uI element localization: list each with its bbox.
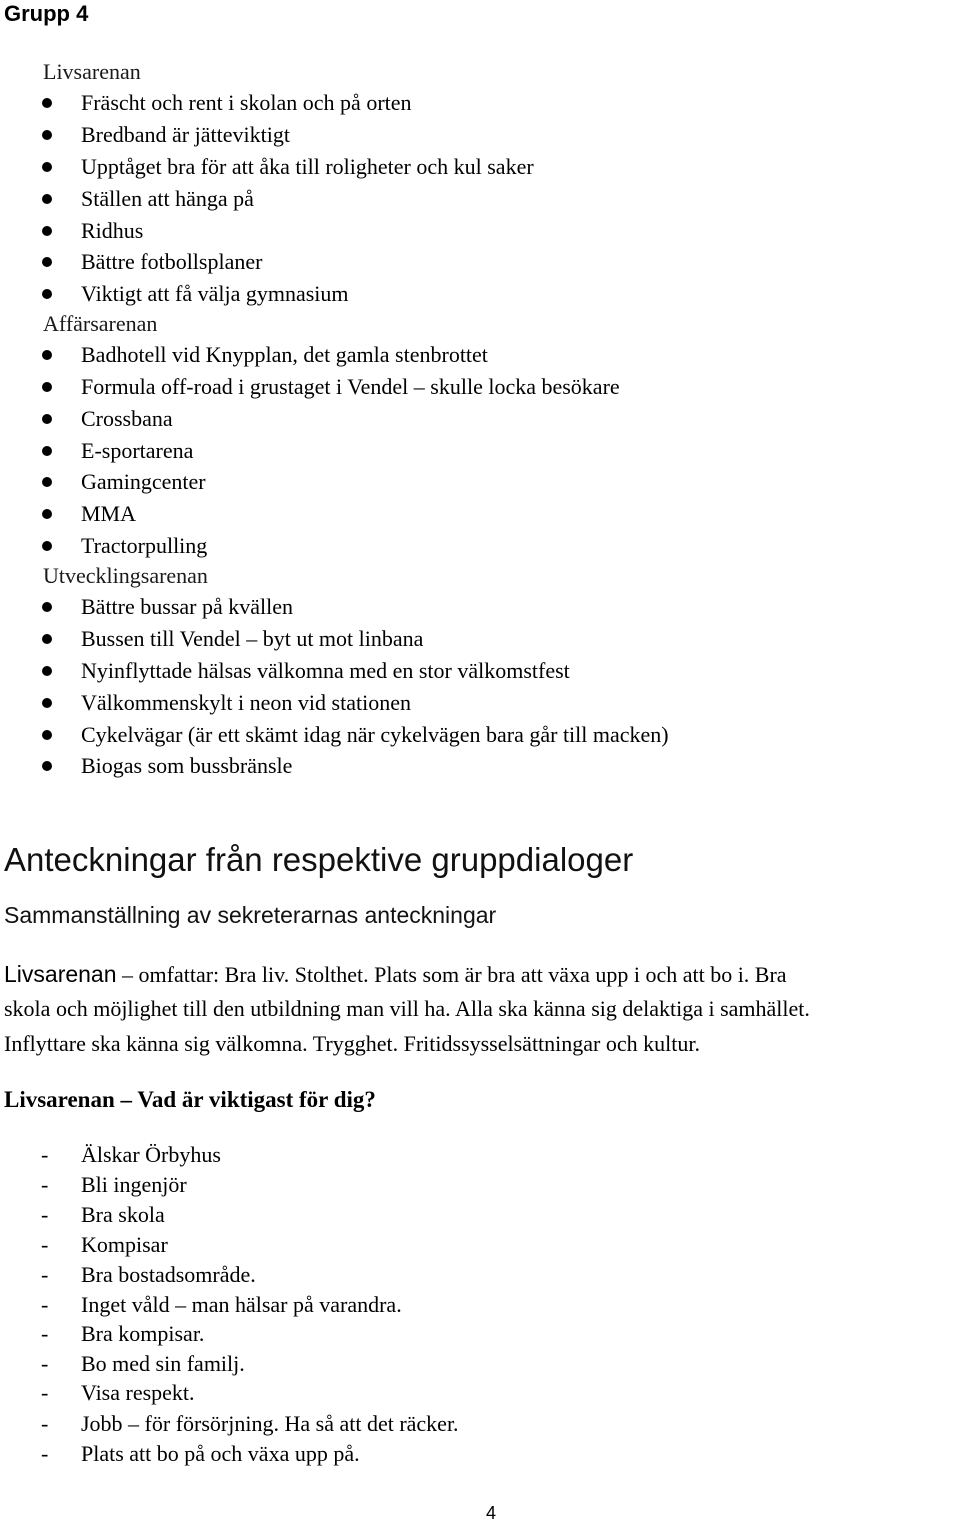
list-item: Välkommenskylt i neon vid stationen: [81, 690, 411, 715]
dash-marker: -: [41, 1142, 49, 1167]
answer-item: Bra skola: [81, 1202, 165, 1227]
dash-marker: -: [41, 1232, 49, 1257]
dash-marker: -: [41, 1262, 49, 1287]
bullet-icon: [42, 666, 52, 676]
summary-line-2: skola och möjlighet till den utbildning man vill ha. Alla ska känna sig delaktiga i samhället.: [4, 996, 810, 1021]
bullet-icon: [42, 634, 52, 644]
list-item: Bredband är jätteviktigt: [81, 122, 290, 147]
section-label-affarsarenan: Affärsarenan: [43, 311, 158, 336]
page-subheading: Sammanställning av sekreterarnas anteckningar: [4, 902, 497, 928]
dash-marker: -: [41, 1380, 49, 1405]
list-item: Ställen att hänga på: [81, 186, 254, 211]
list-item: Crossbana: [81, 406, 173, 431]
dash-marker: -: [41, 1351, 49, 1376]
answer-item: Bra kompisar.: [81, 1321, 205, 1346]
list-item: Ridhus: [81, 218, 144, 243]
list-item: Bättre bussar på kvällen: [81, 594, 293, 619]
answer-item: Älskar Örbyhus: [81, 1142, 221, 1167]
bullet-icon: [42, 446, 52, 456]
bullet-icon: [42, 602, 52, 612]
bullet-icon: [42, 350, 52, 360]
dash-marker: -: [41, 1172, 49, 1197]
dash-marker: -: [41, 1202, 49, 1227]
list-item: MMA: [81, 501, 137, 526]
answer-item: Bo med sin familj.: [81, 1351, 245, 1376]
bullet-icon: [42, 226, 52, 236]
section-label-livsarenan: Livsarenan: [43, 59, 141, 84]
bullet-icon: [42, 194, 52, 204]
dash-marker: -: [41, 1411, 49, 1436]
answer-item: Visa respekt.: [81, 1380, 195, 1405]
list-item: Fräscht och rent i skolan och på orten: [81, 90, 412, 115]
answer-item: Bra bostadsområde.: [81, 1262, 256, 1287]
list-item: Formula off-road i grustaget i Vendel – skulle locka besökare: [81, 374, 620, 399]
list-item: Cykelvägar (är ett skämt idag när cykelvägen bara går till macken): [81, 722, 669, 747]
list-item: Biogas som bussbränsle: [81, 753, 293, 778]
list-item: Upptåget bra för att åka till roligheter och kul saker: [81, 154, 534, 179]
dash-marker: -: [41, 1321, 49, 1346]
page-number: 4: [486, 1503, 497, 1523]
answer-item: Plats att bo på och växa upp på.: [81, 1441, 360, 1466]
bullet-icon: [42, 698, 52, 708]
page-heading: Anteckningar från respektive gruppdialoger: [4, 841, 634, 878]
list-item: Gamingcenter: [81, 469, 206, 494]
list-item: Bussen till Vendel – byt ut mot linbana: [81, 626, 424, 651]
list-item: Badhotell vid Knypplan, det gamla stenbrottet: [81, 342, 488, 367]
bullet-icon: [42, 730, 52, 740]
bullet-icon: [42, 162, 52, 172]
list-item: Tractorpulling: [81, 533, 208, 558]
bullet-icon: [42, 289, 52, 299]
list-item: E-sportarena: [81, 438, 194, 463]
summary-lead: Livsarenan: [4, 961, 117, 987]
answer-item: Inget våld – man hälsar på varandra.: [81, 1292, 402, 1317]
group-title: Grupp 4: [4, 1, 89, 26]
bullet-icon: [42, 509, 52, 519]
section-label-utvecklingsarenan: Utvecklingsarenan: [43, 563, 208, 588]
list-item: Bättre fotbollsplaner: [81, 249, 263, 274]
dash-marker: -: [41, 1441, 49, 1466]
answer-item: Jobb – för försörjning. Ha så att det räcker.: [81, 1411, 459, 1436]
summary-text: – omfattar: Bra liv. Stolthet. Plats som är bra att växa upp i och att bo i. Bra: [116, 962, 787, 987]
question-heading: Livsarenan – Vad är viktigast för dig?: [4, 1087, 376, 1112]
bullet-icon: [42, 541, 52, 551]
bullet-icon: [42, 98, 52, 108]
list-item: Viktigt att få välja gymnasium: [81, 281, 349, 306]
dash-marker: -: [41, 1292, 49, 1317]
summary-line-3: Inflyttare ska känna sig välkomna. Trygghet. Fritidssysselsättningar och kultur.: [4, 1031, 700, 1056]
answer-item: Bli ingenjör: [81, 1172, 187, 1197]
list-item: Nyinflyttade hälsas välkomna med en stor välkomstfest: [81, 658, 570, 683]
summary-line-1: [4, 961, 787, 988]
bullet-icon: [42, 477, 52, 487]
bullet-icon: [42, 257, 52, 267]
bullet-icon: [42, 130, 52, 140]
bullet-icon: [42, 761, 52, 771]
bullet-icon: [42, 414, 52, 424]
answer-item: Kompisar: [81, 1232, 168, 1257]
bullet-icon: [42, 382, 52, 392]
